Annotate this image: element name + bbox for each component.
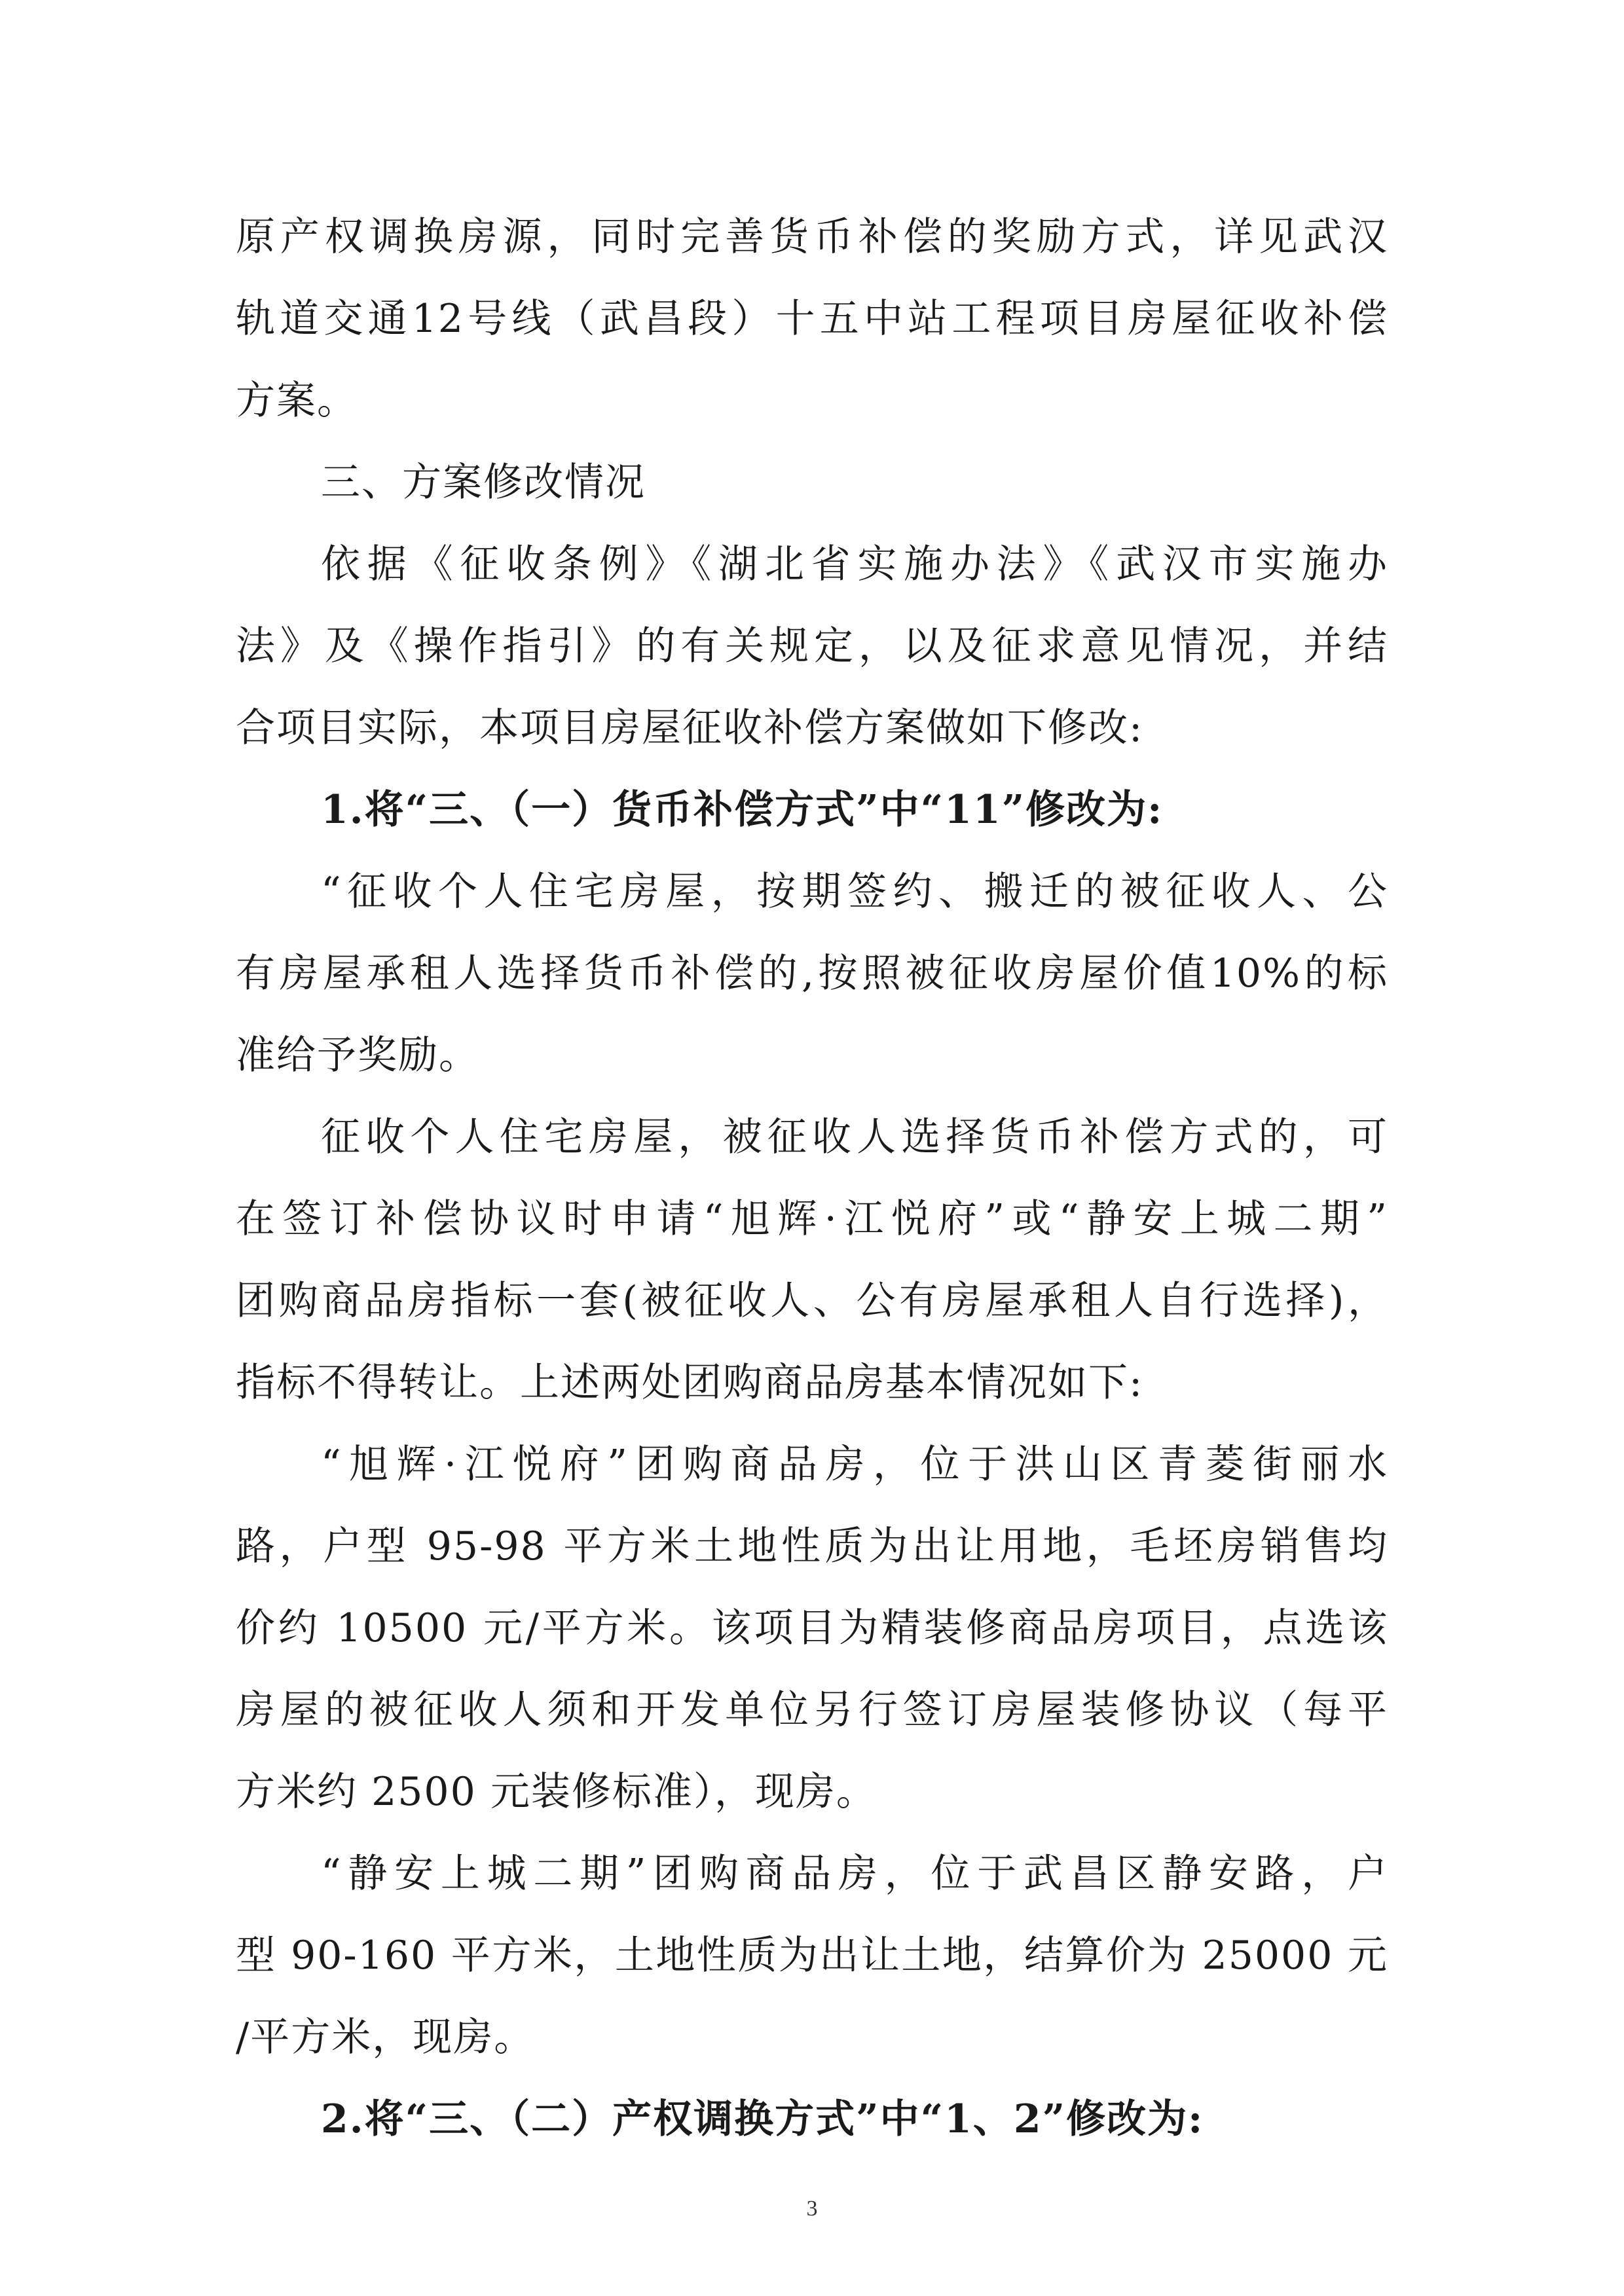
text-line: 法》及《操作指引》的有关规定，以及征求意见情况，并结: [236, 623, 1388, 669]
text-line: 指标不得转让。上述两处团购商品房基本情况如下:: [236, 1360, 1144, 1406]
text-line: “旭辉·江悦府”团购商品房，位于洪山区青菱街丽水: [321, 1442, 1388, 1487]
text-line: 征收个人住宅房屋，被征收人选择货币补偿方式的，可: [321, 1114, 1388, 1160]
text-line: 在签订补偿协议时申请“旭辉·江悦府”或“静安上城二期”: [236, 1196, 1388, 1242]
text-line: 有房屋承租人选择货币补偿的,按照被征收房屋价值10%的标: [236, 951, 1388, 996]
page-number: 3: [806, 2196, 818, 2221]
text-line: 型 90-160 平方米，土地性质为出让土地，结算价为 25000 元: [236, 1933, 1388, 1978]
text-line: 合项目实际，本项目房屋征收补偿方案做如下修改:: [236, 705, 1144, 751]
text-line: “静安上城二期”团购商品房，位于武昌区静安路，户: [321, 1851, 1388, 1897]
text-line: /平方米，现房。: [236, 2014, 535, 2060]
text-line: 房屋的被征收人须和开发单位另行签订房屋装修协议（每平: [236, 1687, 1388, 1733]
text-line: “征收个人住宅房屋，按期签约、搬迁的被征收人、公: [321, 869, 1388, 915]
text-line: 准给予奖励。: [236, 1032, 479, 1078]
text-line: 轨道交通12号线（武昌段）十五中站工程项目房屋征收补偿: [236, 296, 1388, 342]
text-line: 依据《征收条例》《湖北省实施办法》《武汉市实施办: [321, 541, 1388, 587]
section-heading: 三、方案修改情况: [321, 460, 646, 505]
text-line: 价约 10500 元/平方米。该项目为精装修商品房项目，点选该: [236, 1605, 1388, 1651]
text-line: 方案。: [236, 378, 358, 424]
text-line: 方米约 2500 元装修标准），现房。: [236, 1769, 877, 1815]
item-heading: 1.将“三、（一）货币补偿方式”中“11”修改为:: [321, 787, 1164, 833]
item-heading: 2.将“三、（二）产权调换方式”中“1、2”修改为:: [321, 2096, 1204, 2142]
body-text: [236, 196, 1388, 2160]
text-line: 路，户型 95-98 平方米土地性质为出让用地，毛坯房销售均: [236, 1523, 1388, 1569]
text-line: 团购商品房指标一套(被征收人、公有房屋承租人自行选择)，: [236, 1278, 1388, 1324]
text-line: 原产权调换房源，同时完善货币补偿的奖励方式，详见武汉: [236, 214, 1388, 260]
